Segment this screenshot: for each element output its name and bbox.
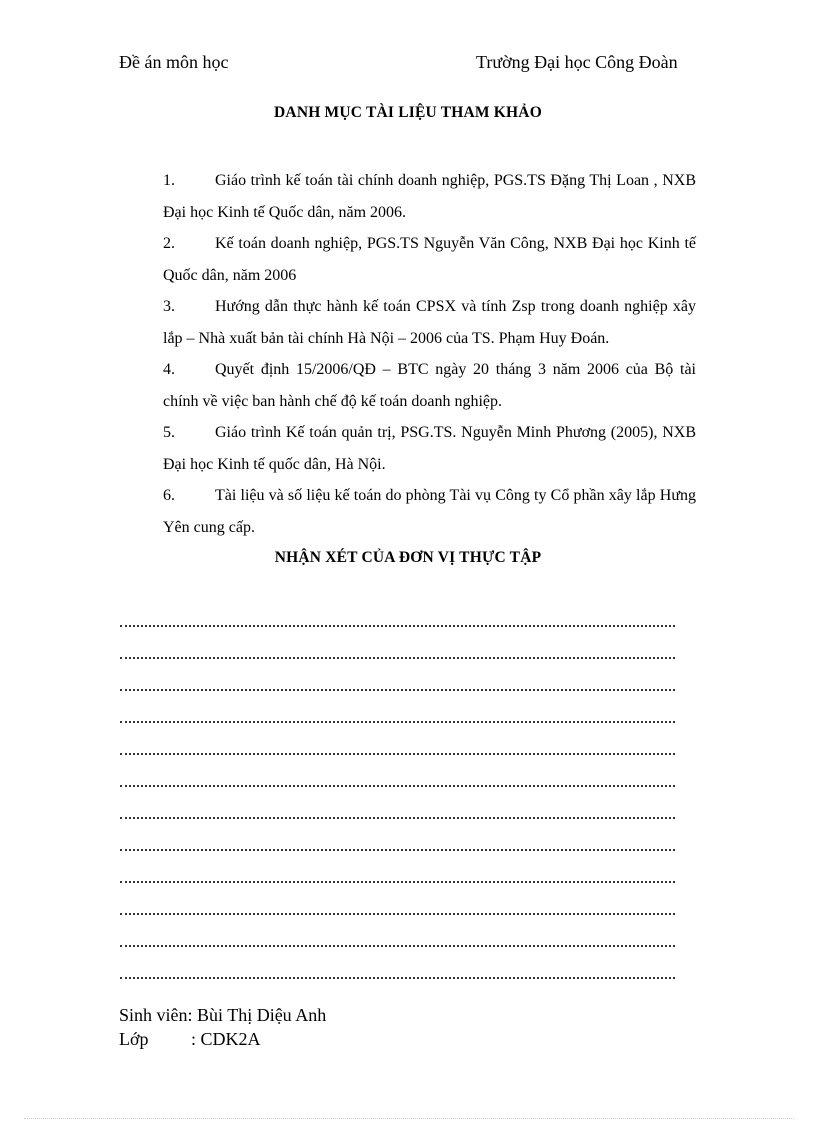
comment-dotted-line [120,869,675,883]
reference-item [163,417,696,480]
comment-dotted-line [120,613,675,627]
comments-title: NHẬN XÉT CỦA ĐƠN VỊ THỰC TẬP [274,549,542,566]
reference-item [163,291,696,354]
reference-text: Tài liệu và số liệu kế toán do phòng Tài vụ Công ty Cổ phần xây lắp Hưng Yên cung cấp. [163,487,696,536]
reference-item [163,228,696,291]
comment-dotted-line [120,645,675,659]
reference-item [163,480,696,543]
comment-dotted-line [120,741,675,755]
comment-dotted-line [120,773,675,787]
reference-list [163,165,696,543]
student-class [119,1029,261,1050]
comment-dotted-line [120,837,675,851]
comment-dotted-line [120,965,675,979]
header-course: Đề án môn học [119,52,229,72]
reference-number: 1. [163,172,175,189]
reference-text: Hướng dẫn thực hành kế toán CPSX và tính Zsp trong doanh nghiệp xây lắp – Nhà xuất bản tài chính Hà Nội – 2006 của TS. Phạm Huy Đoán. [163,298,696,347]
reference-text: Quyết định 15/2006/QĐ – BTC ngày 20 tháng 3 năm 2006 của Bộ tài chính về việc ban hành chế độ kế toán doanh nghiệp. [163,361,696,410]
class-value: : CDK2A [191,1029,261,1049]
reference-item [163,354,696,417]
reference-text: Kế toán doanh nghiệp, PGS.TS Nguyễn Văn Công, NXB Đại học Kinh tế Quốc dân, năm 2006 [163,235,696,284]
page-bottom-rule [24,1118,794,1119]
reference-text: Giáo trình kế toán tài chính doanh nghiệp, PGS.TS Đặng Thị Loan , NXB Đại học Kinh tế Quốc dân, năm 2006. [163,172,696,221]
header-university: Trường Đại học Công Đoàn [476,52,678,72]
references-title: DANH MỤC TÀI LIỆU THAM KHẢO [274,104,542,121]
student-signature [119,1005,326,1026]
student-name: Bùi Thị Diệu Anh [197,1005,327,1025]
reference-text: Giáo trình Kế toán quản trị, PSG.TS. Nguyễn Minh Phương (2005), NXB Đại học Kinh tế quốc dân, Hà Nội. [163,424,696,473]
reference-number: 3. [163,298,175,315]
reference-number: 4. [163,361,175,378]
reference-number: 2. [163,235,175,252]
class-label: Lớp [119,1029,149,1049]
comment-dotted-line [120,677,675,691]
reference-number: 5. [163,424,175,441]
comment-dotted-line [120,933,675,947]
comment-dotted-line [120,709,675,723]
comment-dotted-line [120,901,675,915]
reference-number: 6. [163,487,175,504]
comment-dotted-line [120,805,675,819]
student-label: Sinh viên: [119,1005,193,1025]
reference-item [163,165,696,228]
